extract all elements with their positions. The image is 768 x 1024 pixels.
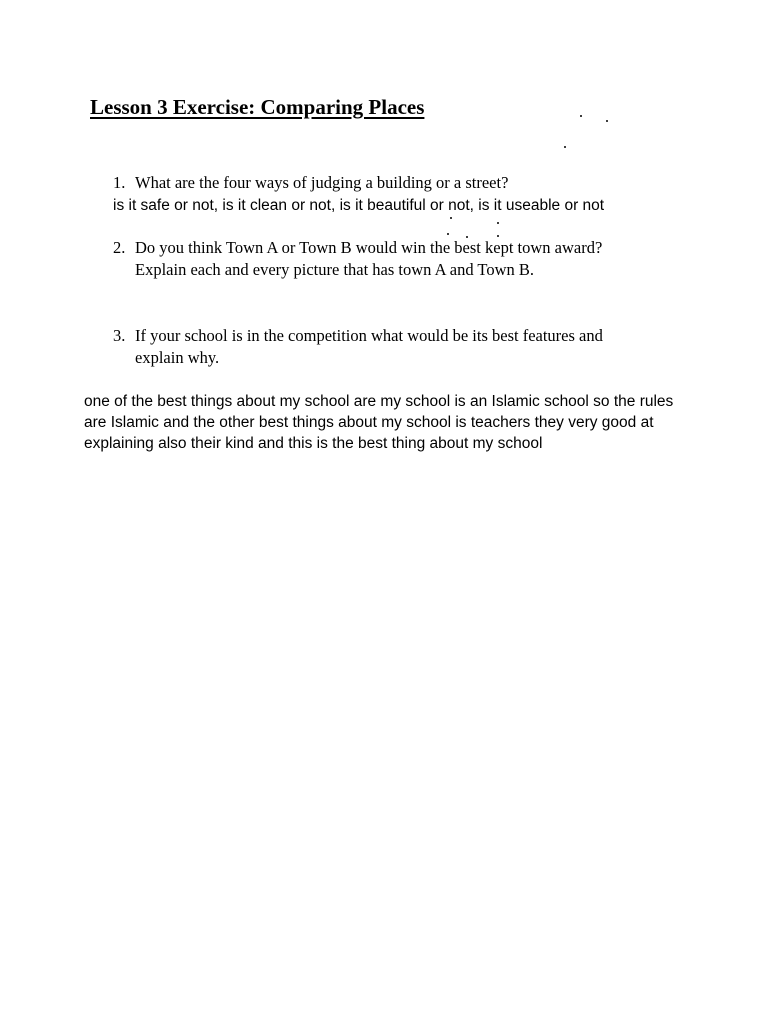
stray-mark xyxy=(447,233,449,235)
document-title: Lesson 3 Exercise: Comparing Places xyxy=(90,95,425,119)
question-1 xyxy=(113,172,508,194)
question-text-continued: explain why. xyxy=(135,348,220,367)
question-text-continued: Explain each and every picture that has town A and Town B. xyxy=(135,260,535,279)
question-text: Do you think Town A or Town B would win the best kept town award? xyxy=(135,238,603,257)
question-text: If your school is in the competition what would be its best features and xyxy=(135,326,603,345)
stray-mark xyxy=(564,146,566,148)
question-number: 1. xyxy=(113,173,126,192)
question-number: 2. xyxy=(113,238,126,257)
question-2 xyxy=(113,237,602,281)
stray-mark xyxy=(450,217,452,219)
question-number: 3. xyxy=(113,326,126,345)
answer-3 xyxy=(84,391,673,454)
question-text: What are the four ways of judging a building or a street? xyxy=(135,173,509,192)
stray-mark xyxy=(497,222,499,224)
stray-mark xyxy=(606,120,608,122)
question-3 xyxy=(113,325,603,369)
answer-line: explaining also their kind and this is the best thing about my school xyxy=(84,435,543,452)
answer-line: one of the best things about my school are my school is an Islamic school so the rules xyxy=(84,393,674,410)
answer-line: are Islamic and the other best things about my school is teachers they very good at xyxy=(84,414,654,431)
answer-1: is it safe or not, is it clean or not, is it beautiful or not, is it useable or not xyxy=(113,197,605,214)
stray-mark xyxy=(580,115,582,117)
